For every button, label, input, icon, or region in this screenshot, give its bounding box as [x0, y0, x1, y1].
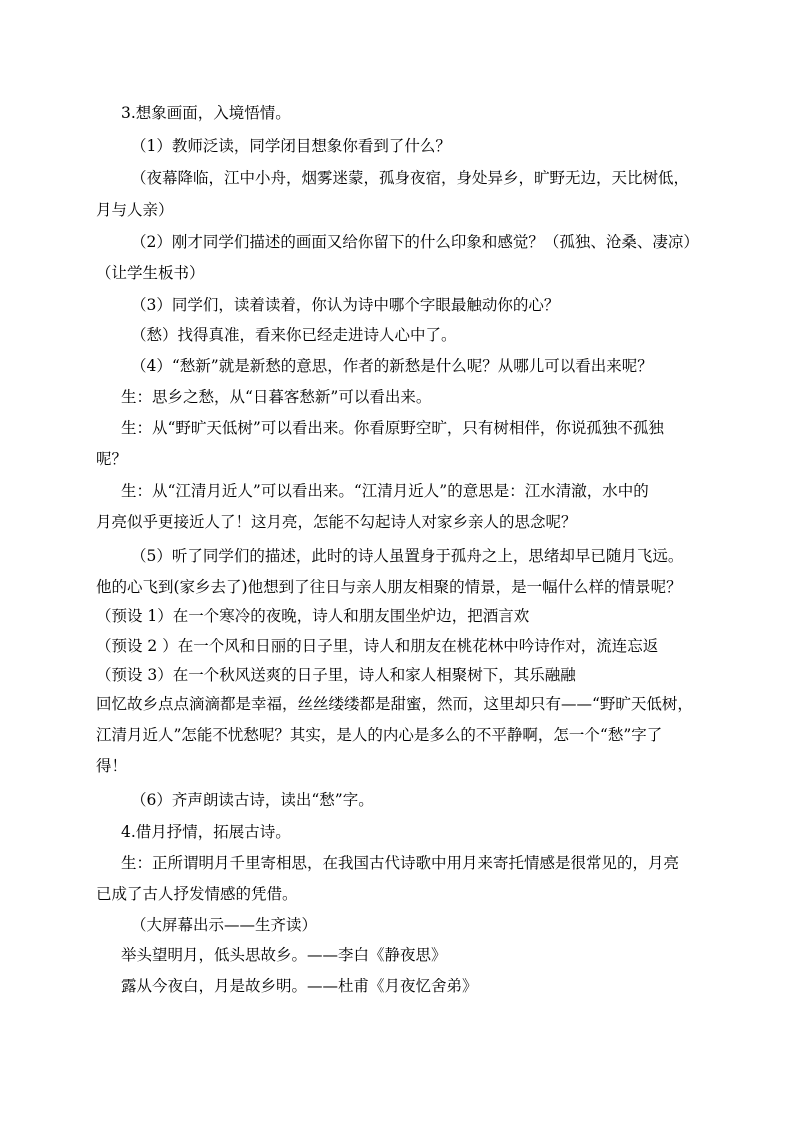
paragraph: 月与人亲） [96, 201, 174, 219]
paragraph: 月亮似乎更接近人了！这月亮，怎能不勾起诗人对家乡亲人的思念呢？ [96, 513, 577, 531]
paragraph: 他的心飞到(家乡去了)他想到了往日与亲人朋友相聚的情景，是一幅什么样的情景呢？ [96, 578, 682, 596]
paragraph: （2）刚才同学们描述的画面又给你留下的什么印象和感觉？（孤独、沧桑、凄凉） [131, 233, 699, 251]
paragraph: （4）“愁新”就是新愁的意思，作者的新愁是什么呢？从哪儿可以看出来呢？ [131, 357, 653, 375]
paragraph: 生：思乡之愁，从“日暮客愁新”可以看出来。 [121, 388, 432, 406]
paragraph: （大屏幕出示——生齐读） [131, 916, 318, 934]
paragraph: 得！ [96, 757, 128, 775]
paragraph: （预设 3）在一个秋风送爽的日子里，诗人和家人相聚树下，其乐融融 [96, 666, 576, 684]
paragraph: 生：从“江清月近人”可以看出来。“江清月近人”的意思是：江水清澈，水中的 [121, 482, 649, 500]
paragraph: （预设 1）在一个寒冷的夜晚，诗人和朋友围坐炉边，把酒言欢 [96, 607, 530, 625]
poem-quote: 露从今夜白，月是故乡明。——杜甫《月夜忆舍弟》 [121, 977, 478, 995]
section-heading-3: 3.想象画面，入境悟情。 [121, 104, 291, 122]
paragraph: 已成了古人抒发情感的凭借。 [96, 885, 298, 903]
paragraph: （5）听了同学们的描述，此时的诗人虽置身于孤舟之上，思绪却早已随月飞远。 [131, 547, 684, 565]
paragraph: 江清月近人”怎能不忧愁呢？其实，是人的内心是多么的不平静啊，怎一个“愁”字了 [96, 726, 663, 744]
paragraph: （让学生板书） [96, 264, 205, 282]
paragraph: 生：正所谓明月千里寄相思，在我国古代诗歌中用月来寄托情感是很常见的，月亮 [121, 854, 680, 872]
paragraph: （夜幕降临，江中小舟，烟雾迷蒙，孤身夜宿，身处异乡，旷野无边，天比树低， [131, 169, 690, 187]
paragraph: （愁）找得真准，看来你已经走进诗人心中了。 [131, 326, 457, 344]
paragraph: （6）齐声朗读古诗，读出“愁”字。 [131, 791, 374, 809]
paragraph: （预设 2 ）在一个风和日丽的日子里，诗人和朋友在桃花林中吟诗作对，流连忘返 [96, 637, 659, 655]
paragraph: 回忆故乡点点滴滴都是幸福，丝丝缕缕都是甜蜜，然而，这里却只有——“野旷天低树， [96, 695, 693, 713]
paragraph: （3）同学们，读着读着，你认为诗中哪个字眼最触动你的心？ [131, 296, 560, 314]
poem-quote: 举头望明月，低头思故乡。——李白《静夜思》 [121, 946, 447, 964]
paragraph: 生：从“野旷天低树”可以看出来。你看原野空旷，只有树相伴，你说孤独不孤独 [121, 419, 664, 437]
section-heading-4: 4.借月抒情，拓展古诗。 [121, 823, 291, 841]
paragraph: 呢？ [96, 450, 128, 468]
paragraph: （1）教师泛读，同学闭目想象你看到了什么？ [131, 137, 451, 155]
